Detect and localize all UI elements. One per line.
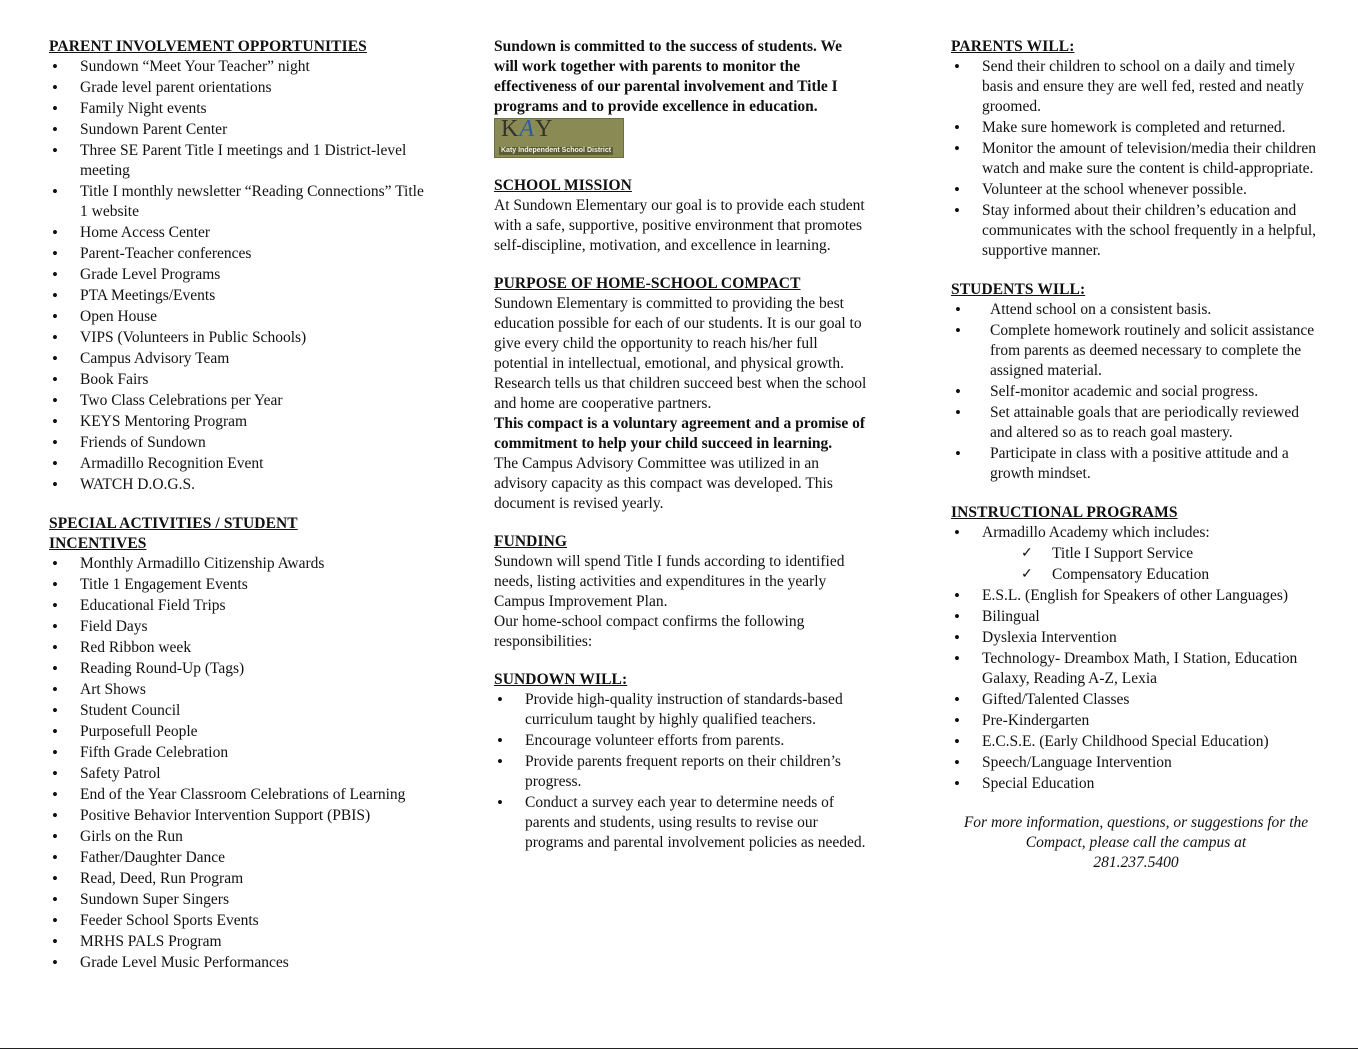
list-item: • KEYS Mentoring Program <box>49 412 429 432</box>
parent-involvement-list <box>49 57 429 495</box>
list-item: • Reading Round-Up (Tags) <box>49 659 429 679</box>
students-will-list <box>951 300 1321 484</box>
list-item: • Pre-Kindergarten <box>951 711 1321 731</box>
purpose-text: Sundown Elementary is committed to providing the best education possible for each of our students. It is our goal to give every child the opportunity to reach his/her full potential in intellectual, emotional, and physical growth. Research tells us that children succeed best when the school and home are cooperative partners. <box>494 295 867 412</box>
list-item: • Participate in class with a positive attitude and a growth mindset. <box>951 444 1321 484</box>
list-item: • Monitor the amount of television/media their children watch and make sure the content is child-appropriate. <box>951 139 1321 179</box>
list-item: • WATCH D.O.G.S. <box>49 475 429 495</box>
list-item: ✓ Compensatory Education <box>951 565 1321 585</box>
list-item: • Armadillo Academy which includes: <box>951 523 1321 543</box>
list-item: • Safety Patrol <box>49 764 429 784</box>
column-middle <box>494 37 869 854</box>
list-item: • Set attainable goals that are periodically reviewed and altered so as to reach goal mastery. <box>951 403 1321 443</box>
list-item: • Feeder School Sports Events <box>49 911 429 931</box>
list-item: • Red Ribbon week <box>49 638 429 658</box>
parents-will-heading: PARENTS WILL: <box>951 38 1075 55</box>
list-item: • Art Shows <box>49 680 429 700</box>
parents-will-list <box>951 57 1321 261</box>
responsibilities-text: Our home-school compact confirms the following responsibilities: <box>494 613 805 650</box>
list-item: • Volunteer at the school whenever possible. <box>951 180 1321 200</box>
list-item: • Fifth Grade Celebration <box>49 743 429 763</box>
list-item: • Send their children to school on a daily and timely basis and ensure they are well fed, rested and neatly groomed. <box>951 57 1321 117</box>
katy-isd-logo: KAY Katy Independent School District <box>494 118 624 158</box>
phone-number: 281.237.5400 <box>1093 854 1179 871</box>
contact-note: For more information, questions, or suggestions for the Compact, please call the campus at 281.237.5400 <box>963 814 1309 871</box>
list-item: • End of the Year Classroom Celebrations of Learning <box>49 785 429 805</box>
list-item: • Two Class Celebrations per Year <box>49 391 429 411</box>
list-item: • Bilingual <box>951 607 1321 627</box>
list-item: • Home Access Center <box>49 223 429 243</box>
list-item: • PTA Meetings/Events <box>49 286 429 306</box>
list-item: • Girls on the Run <box>49 827 429 847</box>
list-item: • Open House <box>49 307 429 327</box>
sundown-will-heading: SUNDOWN WILL: <box>494 671 628 688</box>
purpose-heading: PURPOSE OF HOME-SCHOOL COMPACT <box>494 275 801 292</box>
list-item: • Sundown Super Singers <box>49 890 429 910</box>
list-item: • Provide parents frequent reports on their children’s progress. <box>494 752 869 792</box>
students-will-heading: STUDENTS WILL: <box>951 281 1086 298</box>
list-item: • Provide high-quality instruction of standards-based curriculum taught by highly qualified teachers. <box>494 690 869 730</box>
list-item: • Monthly Armadillo Citizenship Awards <box>49 554 429 574</box>
list-item: • Field Days <box>49 617 429 637</box>
list-item: • Special Education <box>951 774 1321 794</box>
list-item: • Father/Daughter Dance <box>49 848 429 868</box>
instructional-list <box>951 523 1321 543</box>
list-item: • Stay informed about their children’s education and communicates with the school frequently in a helpful, supportive manner. <box>951 201 1321 261</box>
school-mission-heading: SCHOOL MISSION <box>494 177 632 194</box>
special-activities-list <box>49 554 429 973</box>
list-item: • Book Fairs <box>49 370 429 390</box>
list-item: • Purposefull People <box>49 722 429 742</box>
list-item: • Family Night events <box>49 99 429 119</box>
list-item: • Sundown “Meet Your Teacher” night <box>49 57 429 77</box>
list-item: • Grade Level Programs <box>49 265 429 285</box>
column-left <box>49 37 429 974</box>
list-item: • Sundown Parent Center <box>49 120 429 140</box>
list-item: • Campus Advisory Team <box>49 349 429 369</box>
column-right <box>951 37 1321 873</box>
list-item: • Attend school on a consistent basis. <box>951 300 1321 320</box>
sundown-will-list <box>494 690 869 853</box>
list-item: • Complete homework routinely and solicit assistance from parents as deemed necessary to complete the assigned material. <box>951 321 1321 381</box>
instructional-programs-list <box>951 586 1321 794</box>
instructional-sub-list <box>951 544 1321 585</box>
school-mission-text: At Sundown Elementary our goal is to provide each student with a safe, supportive, positive environment that promotes self-discipline, motivation, and excellence in learning. <box>494 197 865 254</box>
list-item: • Speech/Language Intervention <box>951 753 1321 773</box>
list-item: • Title I monthly newsletter “Reading Connections” Title 1 website <box>49 182 429 222</box>
instructional-heading: INSTRUCTIONAL PROGRAMS <box>951 504 1178 521</box>
list-item: • VIPS (Volunteers in Public Schools) <box>49 328 429 348</box>
list-item: • Make sure homework is completed and returned. <box>951 118 1321 138</box>
list-item: • E.C.S.E. (Early Childhood Special Education) <box>951 732 1321 752</box>
list-item: • Encourage volunteer efforts from parents. <box>494 731 869 751</box>
compact-agreement: This compact is a voluntary agreement and a promise of commitment to help your child succeed in learning. <box>494 415 865 452</box>
list-item: • Grade level parent orientations <box>49 78 429 98</box>
list-item: • Gifted/Talented Classes <box>951 690 1321 710</box>
list-item: ✓ Title I Support Service <box>951 544 1321 564</box>
list-item: • E.S.L. (English for Speakers of other Languages) <box>951 586 1321 606</box>
advisory-text: The Campus Advisory Committee was utilized in an advisory capacity as this compact was developed. This document is revised yearly. <box>494 455 833 512</box>
list-item: • Friends of Sundown <box>49 433 429 453</box>
list-item: • Technology- Dreambox Math, I Station, Education Galaxy, Reading A-Z, Lexia <box>951 649 1321 689</box>
list-item: • Parent-Teacher conferences <box>49 244 429 264</box>
bottom-rule <box>0 1048 1358 1049</box>
list-item: • Dyslexia Intervention <box>951 628 1321 648</box>
list-item: • Positive Behavior Intervention Support (PBIS) <box>49 806 429 826</box>
funding-text: Sundown will spend Title I funds according to identified needs, listing activities and expenditures in the yearly Campus Improvement Plan. <box>494 553 845 610</box>
list-item: • Student Council <box>49 701 429 721</box>
list-item: • Title 1 Engagement Events <box>49 575 429 595</box>
parent-involvement-heading: PARENT INVOLVEMENT OPPORTUNITIES <box>49 38 367 55</box>
list-item: • Read, Deed, Run Program <box>49 869 429 889</box>
list-item: • MRHS PALS Program <box>49 932 429 952</box>
special-activities-heading: SPECIAL ACTIVITIES / STUDENT INCENTIVES <box>49 515 298 552</box>
funding-heading: FUNDING <box>494 533 568 550</box>
list-item: • Educational Field Trips <box>49 596 429 616</box>
list-item: • Conduct a survey each year to determine needs of parents and students, using results to revise our programs and parental involvement policies as needed. <box>494 793 869 853</box>
list-item: • Three SE Parent Title I meetings and 1 District-level meeting <box>49 141 429 181</box>
list-item: • Grade Level Music Performances <box>49 953 429 973</box>
commitment-statement: Sundown is committed to the success of students. We will work together with parents to monitor the effectiveness of our parental involvement and Title I programs and to provide excellence in education. <box>494 38 843 115</box>
list-item: • Self-monitor academic and social progress. <box>951 382 1321 402</box>
list-item: • Armadillo Recognition Event <box>49 454 429 474</box>
